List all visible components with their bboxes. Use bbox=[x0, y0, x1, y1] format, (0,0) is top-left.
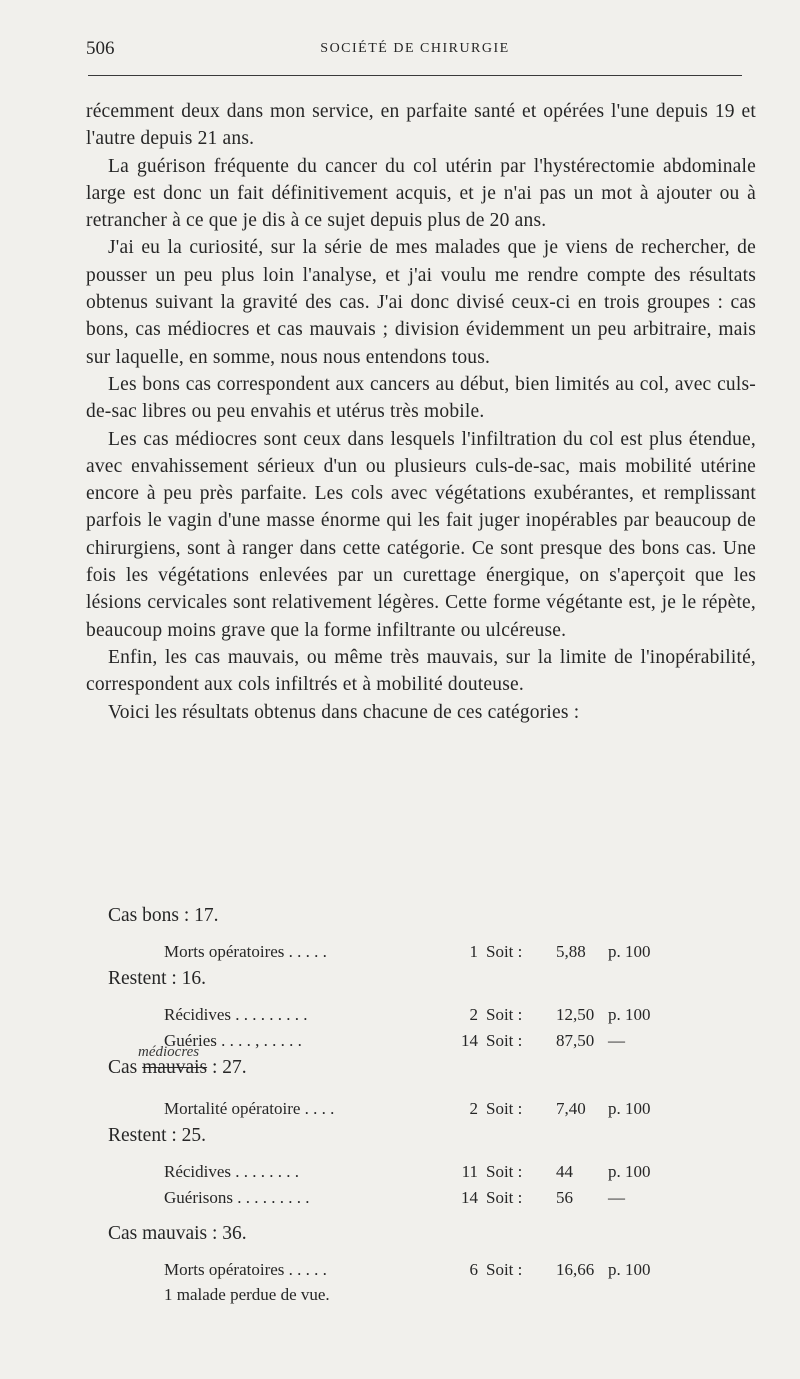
paragraph: Enfin, les cas mauvais, ou même très mauvais, sur la limite de l'inopérabilité, correspondent aux cols infiltrés et à mobilité douteuse. bbox=[86, 646, 756, 696]
paragraph: Les cas médiocres sont ceux dans lesquels l'infiltration du col est plus étendue, avec envahissement sérieux d'un ou plusieurs culs-de-sac, mais mobilité utérine encore à peu près parfaite. Les cols avec végétations exubérantes, et remplissant parfois le vagin d'une masse énorme qui les fait juger inopérables par beaucoup de chirurgiens, sont à ranger dans cette catégorie. Ce sont presque des bons cas. Une fois les végétations enlevées par un curettage énergique, on s'aperçoit que les lésions cervicales sont relativement légères. Cette forme végétante est, je le répète, beaucoup moins grave que la forme infiltrante ou ulcéreuse. bbox=[86, 428, 756, 641]
paragraph: La guérison fréquente du cancer du col utérin par l'hystérectomie abdominale large est donc un fait définitivement acquis, et je n'ai pas un mot à ajouter ou à retrancher à ce que je dis à ce sujet depuis plus de 20 ans. bbox=[86, 155, 756, 232]
paragraph: Voici les résultats obtenus dans chacune de ces catégories : bbox=[108, 701, 580, 723]
paragraph: Les bons cas correspondent aux cancers au début, bien limités au col, avec culs-de-sac libres ou peu envahis et utérus très mobile. bbox=[86, 373, 756, 423]
group-title-bons: Cas bons : 17. bbox=[108, 905, 219, 926]
group-title-mauvais: Cas mauvais : 36. bbox=[108, 1223, 247, 1244]
stat-row: Guérisons . . . . . . . . . 14 Soit : 56 — bbox=[164, 1188, 625, 1207]
group-title-mediocres: médiocres Cas mauvais : 27. bbox=[108, 1054, 668, 1082]
stat-row: Récidives . . . . . . . . 11 Soit : 44 p. 100 bbox=[164, 1162, 651, 1181]
paragraph: J'ai eu la curiosité, sur la série de mes malades que je viens de rechercher, de pousser un peu plus loin l'analyse, et j'ai voulu me rendre compte des résultats obtenus suivant la gravité des cas. J'ai donc divisé ceux-ci en trois groupes : cas bons, cas médiocres et cas mauvais ; division évidemment un peu arbitraire, mais sur laquelle, en somme, nous nous entendons tous. bbox=[86, 237, 756, 368]
stat-row: Morts opératoires . . . . . 6 Soit : 16,66 p. 100 bbox=[164, 1260, 651, 1279]
note-lost-patient: 1 malade perdue de vue. bbox=[164, 1285, 330, 1304]
page-number: 506 bbox=[86, 38, 115, 59]
page-header bbox=[86, 38, 744, 64]
header-rule bbox=[88, 75, 742, 76]
running-head: SOCIÉTÉ DE CHIRURGIE bbox=[320, 41, 510, 56]
stat-row: Morts opératoires . . . . . 1 Soit : 5,88 p. 100 bbox=[164, 942, 651, 961]
results-table bbox=[108, 902, 668, 1307]
paragraph: récemment deux dans mon service, en parfaite santé et opérées l'une depuis 19 et l'autre depuis 21 ans. bbox=[86, 101, 756, 150]
stat-row: Guéries . . . . , . . . . . 14 Soit : 87,50 — bbox=[164, 1031, 625, 1050]
handwritten-correction: médiocres bbox=[138, 1044, 200, 1060]
stat-row: Récidives . . . . . . . . . 2 Soit : 12,50 p. 100 bbox=[164, 1005, 651, 1024]
restent-bons: Restent : 16. bbox=[108, 968, 207, 989]
struck-word: mauvais bbox=[142, 1057, 208, 1078]
stat-row: Mortalité opératoire . . . . 2 Soit : 7,40 p. 100 bbox=[164, 1099, 651, 1118]
body-text bbox=[86, 98, 756, 726]
restent-mediocres: Restent : 25. bbox=[108, 1125, 207, 1146]
